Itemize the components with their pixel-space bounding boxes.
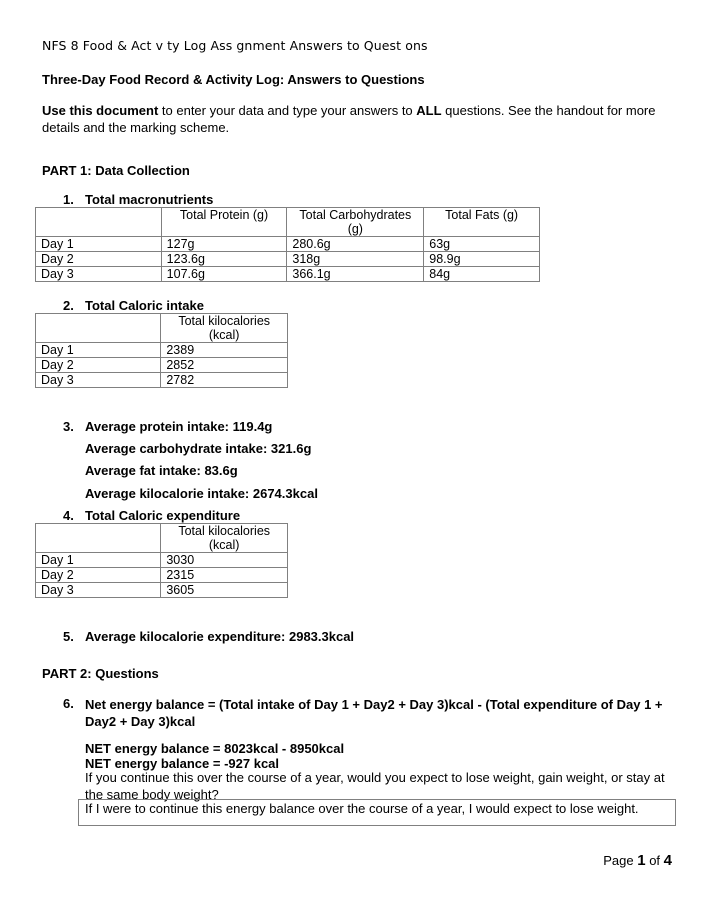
table-header-row <box>36 524 288 553</box>
table-cell: Day 1 <box>36 553 161 568</box>
q1-number: 1. <box>63 192 74 207</box>
caloric-intake-table <box>35 313 288 388</box>
table-row <box>36 583 288 598</box>
table-cell: 98.9g <box>424 252 540 267</box>
table-header-cell <box>36 208 162 237</box>
table-row <box>36 267 540 282</box>
table-row <box>36 343 288 358</box>
table-header-cell: Total kilocalories (kcal) <box>161 524 288 553</box>
table-cell: 2315 <box>161 568 288 583</box>
table-cell: Day 3 <box>36 267 162 282</box>
table-row <box>36 553 288 568</box>
table-row <box>36 237 540 252</box>
table-cell: 318g <box>287 252 424 267</box>
table-cell: 123.6g <box>161 252 287 267</box>
intro-paragraph <box>42 102 672 136</box>
page-word: Page <box>603 853 638 868</box>
table-cell: 3030 <box>161 553 288 568</box>
net-energy-balance-line-2: NET energy balance = -927 kcal <box>85 756 280 771</box>
table-row <box>36 373 288 388</box>
table-row <box>36 252 540 267</box>
table-header-row <box>36 314 288 343</box>
q1-title: Total macronutrients <box>85 192 214 207</box>
page-total: 4 <box>663 852 672 869</box>
q6-question: If you continue this over the course of a year, would you expect to lose weight, gain weight, or stay at the same body weight? <box>85 770 665 802</box>
intro-bold-1: Use this document <box>42 103 159 118</box>
avg-kilocalorie-intake: Average kilocalorie intake: 2674.3kcal <box>85 486 318 501</box>
table-cell: 127g <box>161 237 287 252</box>
q4-number: 4. <box>63 508 74 523</box>
table-header-cell <box>36 524 161 553</box>
page-footer <box>603 852 672 869</box>
part1-heading: PART 1: Data Collection <box>42 163 190 178</box>
table-cell: 84g <box>424 267 540 282</box>
intro-bold-2: ALL <box>416 103 442 118</box>
intro-text-1: to enter your data and type your answers to <box>158 103 417 118</box>
table-header-cell: Total Protein (g) <box>161 208 287 237</box>
q4-title: Total Caloric expenditure <box>85 508 241 523</box>
table-row <box>36 568 288 583</box>
table-cell: 63g <box>424 237 540 252</box>
table-cell: Day 3 <box>36 583 161 598</box>
page-number: 1 <box>637 852 646 869</box>
table-cell: 2782 <box>161 373 288 388</box>
part2-heading: PART 2: Questions <box>42 666 159 681</box>
table-row <box>36 358 288 373</box>
table-cell: Day 1 <box>36 343 161 358</box>
table-cell: 107.6g <box>161 267 287 282</box>
table-cell: Day 2 <box>36 252 162 267</box>
q3-number: 3. <box>63 419 74 434</box>
q6-answer-box[interactable]: If I were to continue this energy balance over the course of a year, I would expect to lose weight. <box>78 799 676 826</box>
table-cell: 3605 <box>161 583 288 598</box>
table-header-row <box>36 208 540 237</box>
table-header-cell: Total kilocalories (kcal) <box>161 314 288 343</box>
table-header-cell: Total Carbohydrates (g) <box>287 208 424 237</box>
document-header: NFS 8 Food & Act v ty Log Ass gnment Answers to Quest ons <box>42 38 428 53</box>
q6-number: 6. <box>63 696 74 711</box>
avg-fat-intake: Average fat intake: 83.6g <box>85 463 238 478</box>
intro-text-2: questions. See the handout for more details and the marking scheme. <box>42 103 656 135</box>
q2-title: Total Caloric intake <box>85 298 204 313</box>
table-cell: 2852 <box>161 358 288 373</box>
net-energy-balance-line-1: NET energy balance = 8023kcal - 8950kcal <box>85 741 345 756</box>
macronutrients-table <box>35 207 540 282</box>
q2-number: 2. <box>63 298 74 313</box>
document-title: Three-Day Food Record & Activity Log: Answers to Questions <box>42 72 425 87</box>
table-cell: Day 3 <box>36 373 161 388</box>
q5-number: 5. <box>63 629 74 644</box>
table-cell: Day 1 <box>36 237 162 252</box>
caloric-expenditure-table <box>35 523 288 598</box>
table-cell: 366.1g <box>287 267 424 282</box>
table-cell: 280.6g <box>287 237 424 252</box>
q6-formula: Net energy balance = (Total intake of Day 1 + Day2 + Day 3)kcal - (Total expenditure of Day 1 + Day2 + Day 3)kcal <box>85 697 663 729</box>
table-header-cell: Total Fats (g) <box>424 208 540 237</box>
avg-protein-intake: Average protein intake: 119.4g <box>85 419 273 434</box>
table-cell: 2389 <box>161 343 288 358</box>
table-cell: Day 2 <box>36 568 161 583</box>
table-cell: Day 2 <box>36 358 161 373</box>
table-header-cell <box>36 314 161 343</box>
of-word: of <box>645 853 664 868</box>
avg-kilocalorie-expenditure: Average kilocalorie expenditure: 2983.3kcal <box>85 629 355 644</box>
avg-carbohydrate-intake: Average carbohydrate intake: 321.6g <box>85 441 312 456</box>
